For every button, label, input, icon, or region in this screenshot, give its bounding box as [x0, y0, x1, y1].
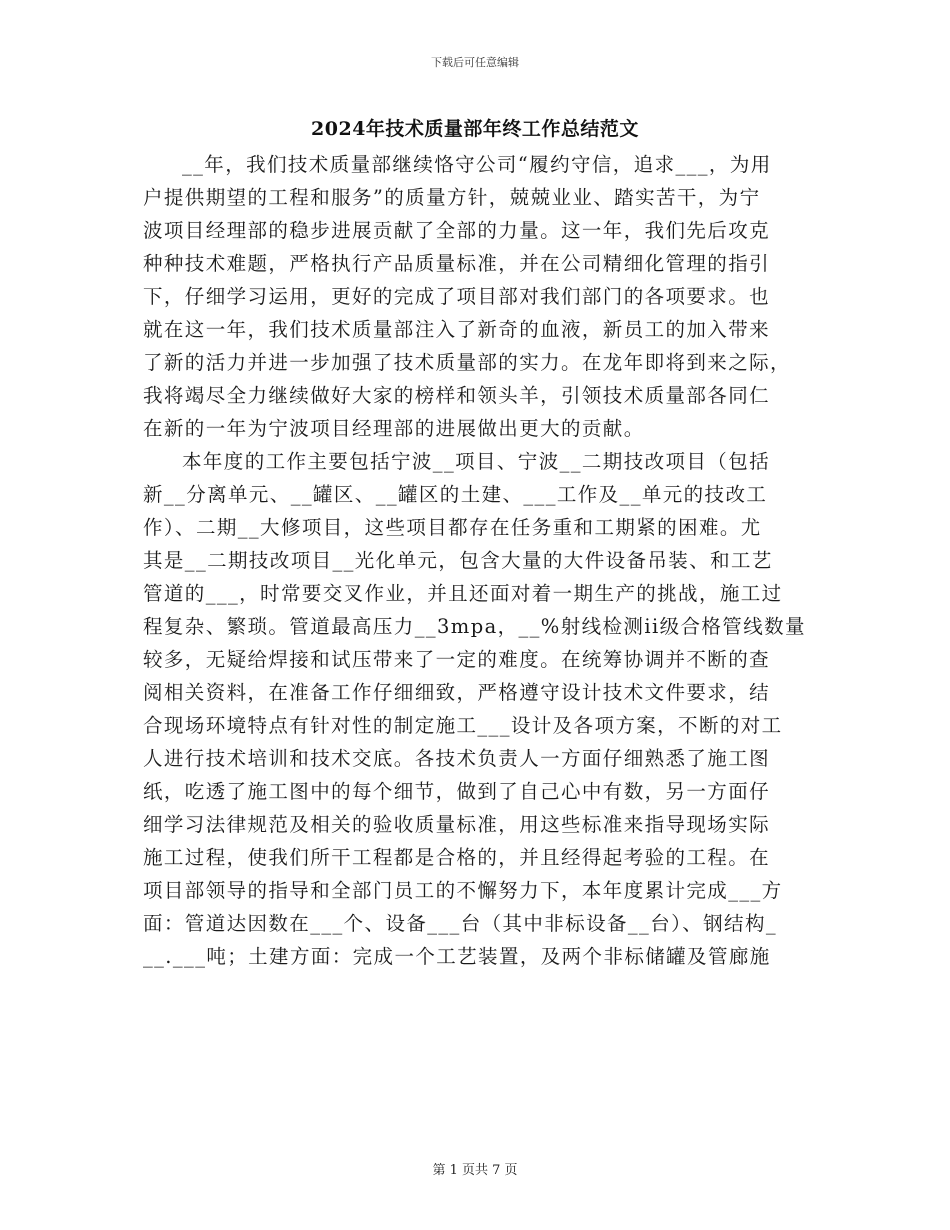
text-line: 施工过程，使我们所干工程都是合格的，并且经得起考验的工程。在 [143, 846, 771, 869]
text-line: 管道的___，时常要交叉作业，并且还面对着一期生产的挑战，施工过 [143, 582, 783, 605]
text-line: 阅相关资料，在准备工作仔细细致，严格遵守设计技术文件要求，结 [143, 681, 771, 704]
document-body [143, 148, 807, 973]
text-line: 作）、二期__大修项目，这些项目都存在任务重和工期紧的困难。尤 [143, 516, 762, 539]
text-line: 波项目经理部的稳步进展贡献了全部的力量。这一年，我们先后攻克 [143, 219, 771, 242]
document-title: 2024年技术质量部年终工作总结范文 [311, 118, 639, 140]
text-line: 较多，无疑给焊接和试压带来了一定的难度。在统筹协调并不断的查 [143, 648, 771, 671]
text-line: 了新的活力并进一步加强了技术质量部的实力。在龙年即将到来之际， [143, 351, 791, 374]
text-line: 其是__二期技改项目__光化单元，包含大量的大件设备吊装、和工艺 [143, 549, 773, 572]
text-line: 纸，吃透了施工图中的每个细节，做到了自己心中有数，另一方面仔 [143, 780, 771, 803]
text-line: __.___吨；土建方面：完成一个工艺装置，及两个非标储罐及管廊施 [143, 945, 771, 968]
text-line: 户提供期望的工程和服务”的质量方针，兢兢业业、踏实苦干，为宁 [143, 186, 761, 209]
text-line: 面：管道达因数在___个、设备___台（其中非标设备__台）、钢结构_ [143, 912, 778, 935]
text-line: 本年度的工作主要包括宁波__项目、宁波__二期技改项目（包括 [182, 450, 771, 473]
text-line: 我将竭尽全力继续做好大家的榜样和领头羊，引领技术质量部各同仁 [143, 384, 771, 407]
text-line: 种种技术难题，严格执行产品质量标准，并在公司精细化管理的指引 [143, 252, 771, 275]
page-header: 下载后可任意编辑 [431, 56, 519, 69]
text-line: __年，我们技术质量部继续恪守公司“履约守信，追求___，为用 [182, 153, 772, 176]
text-line: 新__分离单元、__罐区、__罐区的土建、___工作及__单元的技改工 [143, 483, 768, 506]
paragraph-2 [143, 445, 807, 973]
paragraph-1 [143, 148, 807, 445]
text-line: 人进行技术培训和技术交底。各技术负责人一方面仔细熟悉了施工图 [143, 747, 771, 770]
text-line: 细学习法律规范及相关的验收质量标准，用这些标准来指导现场实际 [143, 813, 771, 836]
page-number: 第 1 页共 7 页 [432, 1163, 518, 1178]
text-line: 就在这一年，我们技术质量部注入了新奇的血液，新员工的加入带来 [143, 318, 771, 341]
text-line: 合现场环境特点有针对性的制定施工___设计及各项方案，不断的对工 [143, 714, 783, 737]
text-line: 程复杂、繁琐。管道最高压力__3mpa，__%射线检测ii级合格管线数量 [143, 615, 806, 638]
text-line: 项目部领导的指导和全部门员工的不懈努力下，本年度累计完成___方 [143, 879, 783, 902]
text-line: 下，仔细学习运用，更好的完成了项目部对我们部门的各项要求。也 [143, 285, 771, 308]
text-line: 在新的一年为宁波项目经理部的进展做出更大的贡献。 [143, 417, 645, 440]
